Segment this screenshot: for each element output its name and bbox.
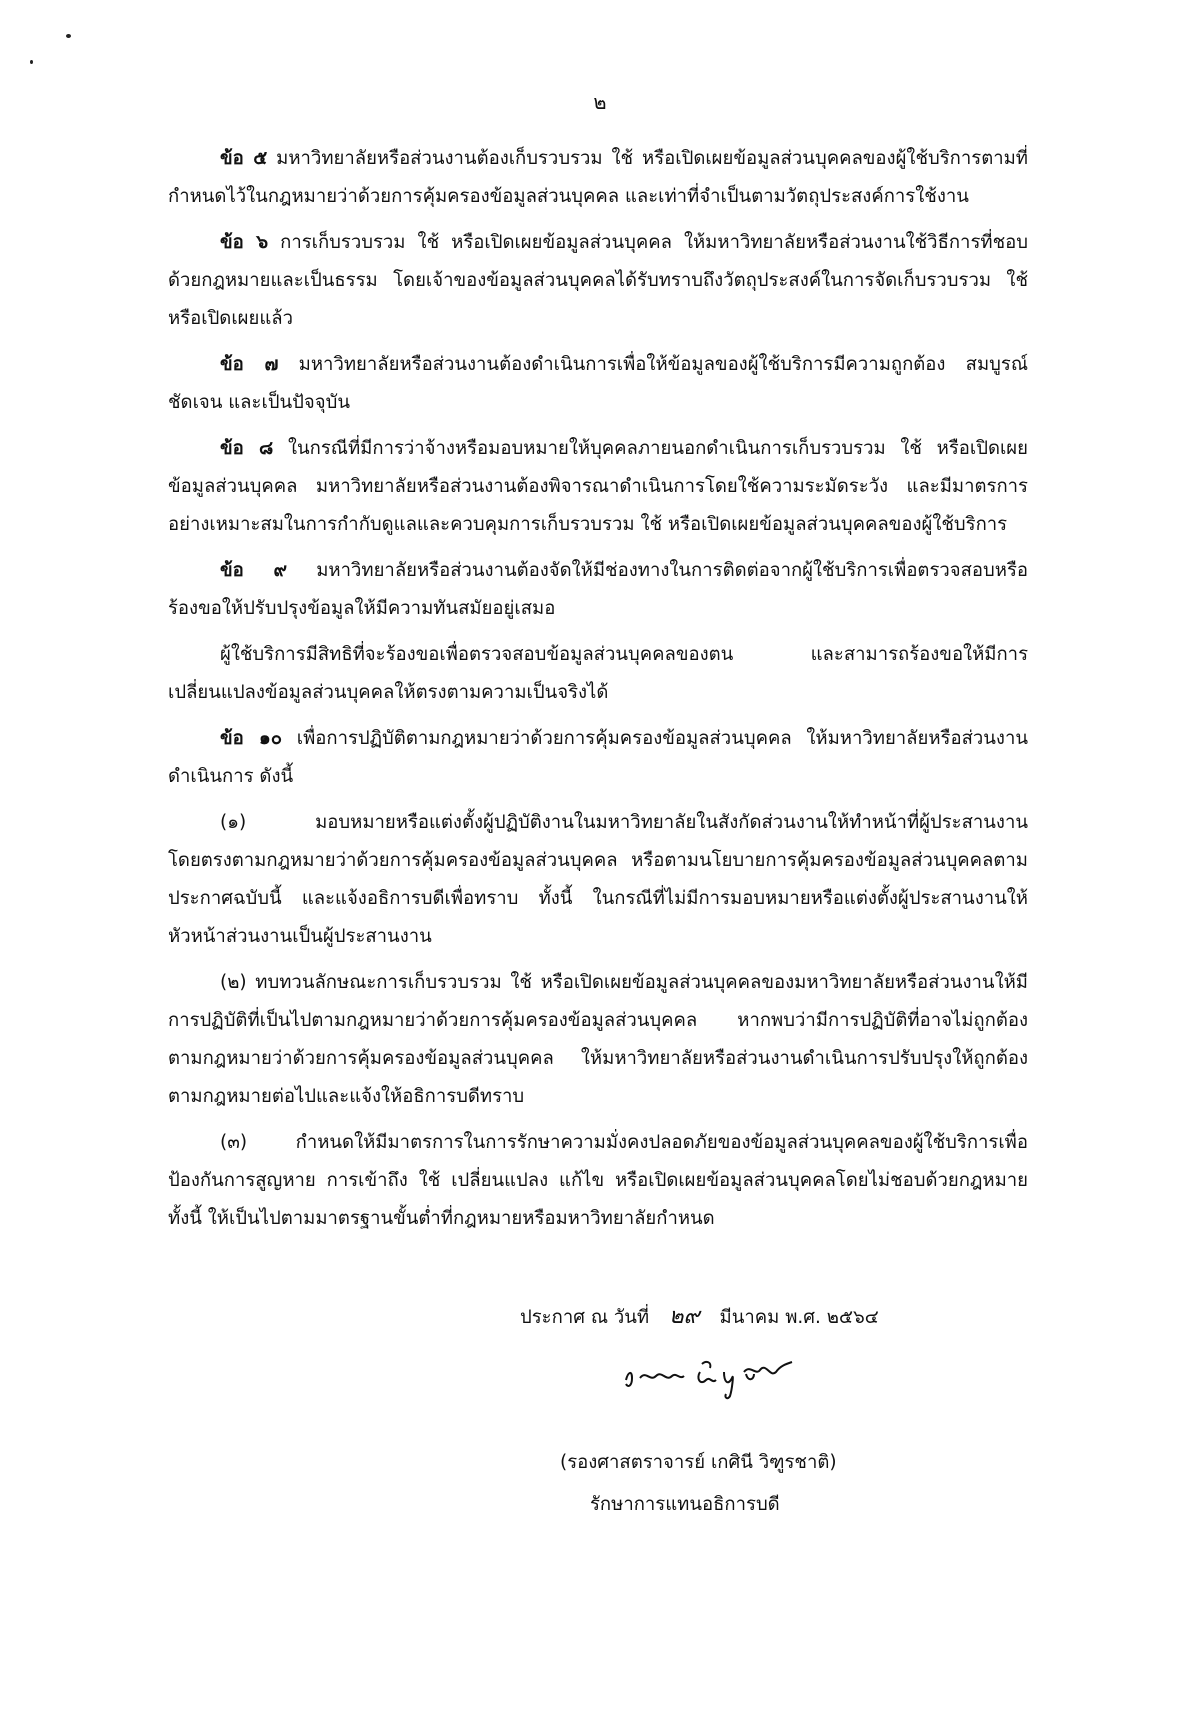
clause-label: ข้อ ๗ (220, 354, 279, 375)
announcement-month-year: มีนาคม พ.ศ. ๒๕๖๔ (719, 1307, 879, 1328)
clause-text: มหาวิทยาลัยหรือส่วนงานต้องจัดให้มีช่องทางในการติดต่อจากผู้ใช้บริการเพื่อตรวจสอบหรือร้องขอให้ปรับปรุงข้อมูลให้มีความทันสมัยอยู่เสมอ (168, 560, 1028, 619)
clause-label: ข้อ ๕ (220, 148, 268, 169)
clause-10-item-1: (๑) มอบหมายหรือแต่งตั้งผู้ปฏิบัติงานในมหาวิทยาลัยในสังกัดส่วนงานให้ทำหน้าที่ผู้ประสานงานโดยตรงตามกฎหมายว่าด้วยการคุ้มครองข้อมูลส่วนบุคคล หรือตามนโยบายการคุ้มครองข้อมูลส่วนบุคคลตามประกาศฉบับนี้ และแจ้งอธิการบดีเพื่อทราบ ทั้งนี้ ในกรณีที่ไม่มีการมอบหมายหรือแต่งตั้งผู้ประสานงานให้หัวหน้าส่วนงานเป็นผู้ประสานงาน (168, 812, 1028, 947)
clause-10-item-3: (๓) กำหนดให้มีมาตรการในการรักษาความมั่งคงปลอดภัยของข้อมูลส่วนบุคคลของผู้ใช้บริการเพื่อป้องกันการสูญหาย การเข้าถึง ใช้ เปลี่ยนแปลง แก้ไข หรือเปิดเผยข้อมูลส่วนบุคคลโดยไม่ชอบด้วยกฎหมาย ทั้งนี้ ให้เป็นไปตามมาตรฐานขั้นต่ำที่กฎหมายหรือมหาวิทยาลัยกำหนด (168, 1132, 1028, 1229)
clause-text: มหาวิทยาลัยหรือส่วนงานต้องเก็บรวบรวม ใช้ หรือเปิดเผยข้อมูลส่วนบุคคลของผู้ใช้บริการตามที่กำหนดไว้ในกฎหมายว่าด้วยการคุ้มครองข้อมูลส่วนบุคคล และเท่าที่จำเป็นตามวัตถุประสงค์การใช้งาน (168, 148, 1029, 207)
scan-speck (66, 34, 71, 38)
clause-label: ข้อ ๘ (220, 438, 274, 459)
announcement-day: ๒๙ (669, 1304, 700, 1329)
page-number: ๒ (593, 90, 607, 114)
clause-9 (168, 552, 1028, 628)
clause-text: มหาวิทยาลัยหรือส่วนงานต้องดำเนินการเพื่อให้ข้อมูลของผู้ใช้บริการมีความถูกต้อง สมบูรณ์ ชัดเจน และเป็นปัจจุบัน (168, 354, 1028, 413)
clause-10-item-2: (๒) ทบทวนลักษณะการเก็บรวบรวม ใช้ หรือเปิดเผยข้อมูลส่วนบุคคลของมหาวิทยาลัยหรือส่วนงานให้มีการปฏิบัติที่เป็นไปตามกฎหมายว่าด้วยการคุ้มครองข้อมูลส่วนบุคคล หากพบว่ามีการปฏิบัติที่อาจไม่ถูกต้องตามกฎหมายว่าด้วยการคุ้มครองข้อมูลส่วนบุคคล ให้มหาวิทยาลัยหรือส่วนงานดำเนินการปรับปรุงให้ถูกต้องตามกฎหมายต่อไปและแจ้งให้อธิการบดีทราบ (168, 972, 1028, 1107)
announcement-dateline (520, 1298, 879, 1333)
document-body (168, 140, 1028, 1246)
clause-10 (168, 720, 1028, 796)
clause-7 (168, 346, 1028, 422)
clause-text: เพื่อการปฏิบัติตามกฎหมายว่าด้วยการคุ้มครองข้อมูลส่วนบุคคล ให้มหาวิทยาลัยหรือส่วนงานดำเนินการ ดังนี้ (168, 728, 1028, 787)
handwritten-signature (620, 1342, 800, 1402)
clause-5 (168, 140, 1028, 216)
signer-name: (รองศาสตราจารย์ เกศินี วิฑูรชาติ) (560, 1452, 837, 1473)
clause-6 (168, 224, 1028, 338)
clause-8 (168, 430, 1028, 544)
clause-label: ข้อ ๙ (220, 560, 288, 581)
signer-position: รักษาการแทนอธิการบดี (590, 1494, 780, 1515)
clause-label: ข้อ ๑๐ (220, 728, 283, 749)
clause-text: ในกรณีที่มีการว่าจ้างหรือมอบหมายให้บุคคลภายนอกดำเนินการเก็บรวบรวม ใช้ หรือเปิดเผยข้อมูลส่วนบุคคล มหาวิทยาลัยหรือส่วนงานต้องพิจารณาดำเนินการโดยใช้ความระมัดระวัง และมีมาตรการอย่างเหมาะสมในการกำกับดูแลและควบคุมการเก็บรวบรวม ใช้ หรือเปิดเผยข้อมูลส่วนบุคคลของผู้ใช้บริการ (168, 438, 1028, 535)
clause-9-extra: ผู้ใช้บริการมีสิทธิที่จะร้องขอเพื่อตรวจสอบข้อมูลส่วนบุคคลของตน และสามารถร้องขอให้มีการเปลี่ยนแปลงข้อมูลส่วนบุคคลให้ตรงตามความเป็นจริงได้ (168, 644, 1028, 703)
clause-text: การเก็บรวบรวม ใช้ หรือเปิดเผยข้อมูลส่วนบุคคล ให้มหาวิทยาลัยหรือส่วนงานใช้วิธีการที่ชอบด้วยกฎหมายและเป็นธรรม โดยเจ้าของข้อมูลส่วนบุคคลได้รับทราบถึงวัตถุประสงค์ในการจัดเก็บรวบรวม ใช้ หรือเปิดเผยแล้ว (168, 232, 1028, 329)
scan-speck (30, 60, 33, 64)
announcement-prefix: ประกาศ ณ วันที่ (520, 1307, 650, 1328)
clause-label: ข้อ ๖ (220, 232, 269, 253)
